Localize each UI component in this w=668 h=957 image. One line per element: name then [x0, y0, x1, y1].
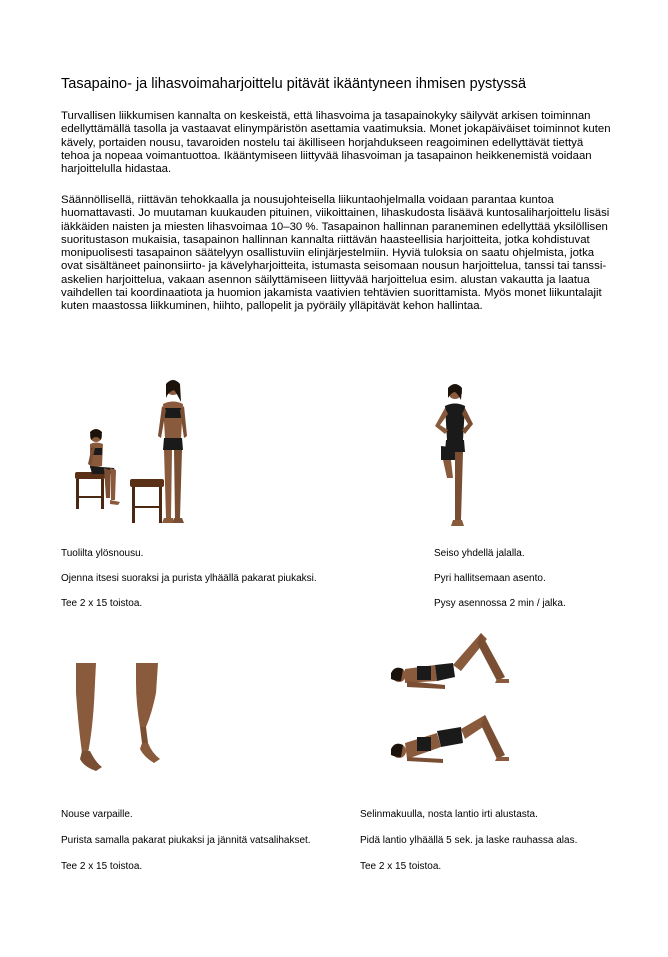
exercise-1-instruction: Ojenna itsesi suoraksi ja purista ylhäällä pakarat piukaksi.: [61, 573, 317, 584]
exercise-1-repetitions: Tee 2 x 15 toistoa.: [61, 598, 143, 609]
exercise-1-title: Tuolilta ylösnousu.: [61, 548, 144, 559]
exercise-2-title: Seiso yhdellä jalalla.: [434, 548, 525, 559]
exercise-2-instruction: Pyri hallitsemaan asento.: [434, 573, 546, 584]
exercise-4-instruction: Pidä lantio ylhäällä 5 sek. ja laske rauhassa alas.: [360, 835, 578, 846]
exercise-4-repetitions: Tee 2 x 15 toistoa.: [360, 861, 442, 872]
body-paragraph: Säännöllisellä, riittävän tehokkaalla ja nousujohteisella liikuntaohjelmalla voidaan parantaa kuntoa huomattavasti. Jo muutaman kuukauden pituinen, viikoittainen, lihaskudosta lisäävä kuntosaliharjoittelu lisäsi iäkkäiden naisten ja miesten lihasvoimaa 10–30 %. Tasapainon hallinnan paraneminen edellyttää yksilöllisen suoritustason mukaisia, tasapainon hallinnan kannalta riittävän haasteellisia harjoitteita, jotka kohdistuvat monipuolisesti tasapainon säätelyyn osallistuviin elinjärjestelmiin. Hyviä tuloksia on saatu ohjelmista, jotka ovat sisältäneet painonsiirto- ja kävelyharjoitteita, istumasta seisomaan nousun harjoittelua, tanssi tai tanssi-askelien harjoittelua, vakaan asennon säilyttämiseen liittyvää harjoittelua esim. alustan vakautta ja laatua vaihdellen tai koordinaatiota ja huomion jakamista vaativien tehtävien suorittamista. Myös monet liikuntalajit kuten maastossa liikkuminen, hiihto, pallopelit ja pyöräily ylläpitävät kehon hallintaa.: [61, 194, 610, 313]
exercise-3-instruction: Purista samalla pakarat piukaksi ja jännitä vatsalihakset.: [61, 835, 311, 846]
exercise-3-repetitions: Tee 2 x 15 toistoa.: [61, 861, 143, 872]
exercise-2-repetitions: Pysy asennossa 2 min / jalka.: [434, 598, 566, 609]
page-title: Tasapaino- ja lihasvoimaharjoittelu pitävät ikääntyneen ihmisen pystyssä: [61, 76, 527, 92]
intro-paragraph: Turvallisen liikkumisen kannalta on keskeistä, että lihasvoima ja tasapainokyky säilyvät arkisen toiminnan edellyttämällä tasolla ja vastaavat elinympäristön asettamia vaatimuksia. Monet jokapäiväiset toiminnot kuten kävely, portaiden nousu, tavaroiden nostelu tai äkilliseen horjahdukseen reagoiminen edellyttävät tiettyä tehoa ja nopeaa voimantuottoa. Ikääntymiseen liittyvää lihasvoiman ja tasapainon heikkenemistä voidaan harjoittelulla hidastaa.: [61, 110, 611, 176]
exercise-4-title: Selinmakuulla, nosta lantio irti alustasta.: [360, 809, 538, 820]
exercise-3-title: Nouse varpaille.: [61, 809, 133, 820]
hip-raise-illustration: [385, 625, 515, 777]
rise-on-toes-illustration: [66, 663, 186, 775]
sit-to-stand-illustration: [70, 378, 200, 530]
one-leg-stand-illustration: [415, 378, 485, 533]
